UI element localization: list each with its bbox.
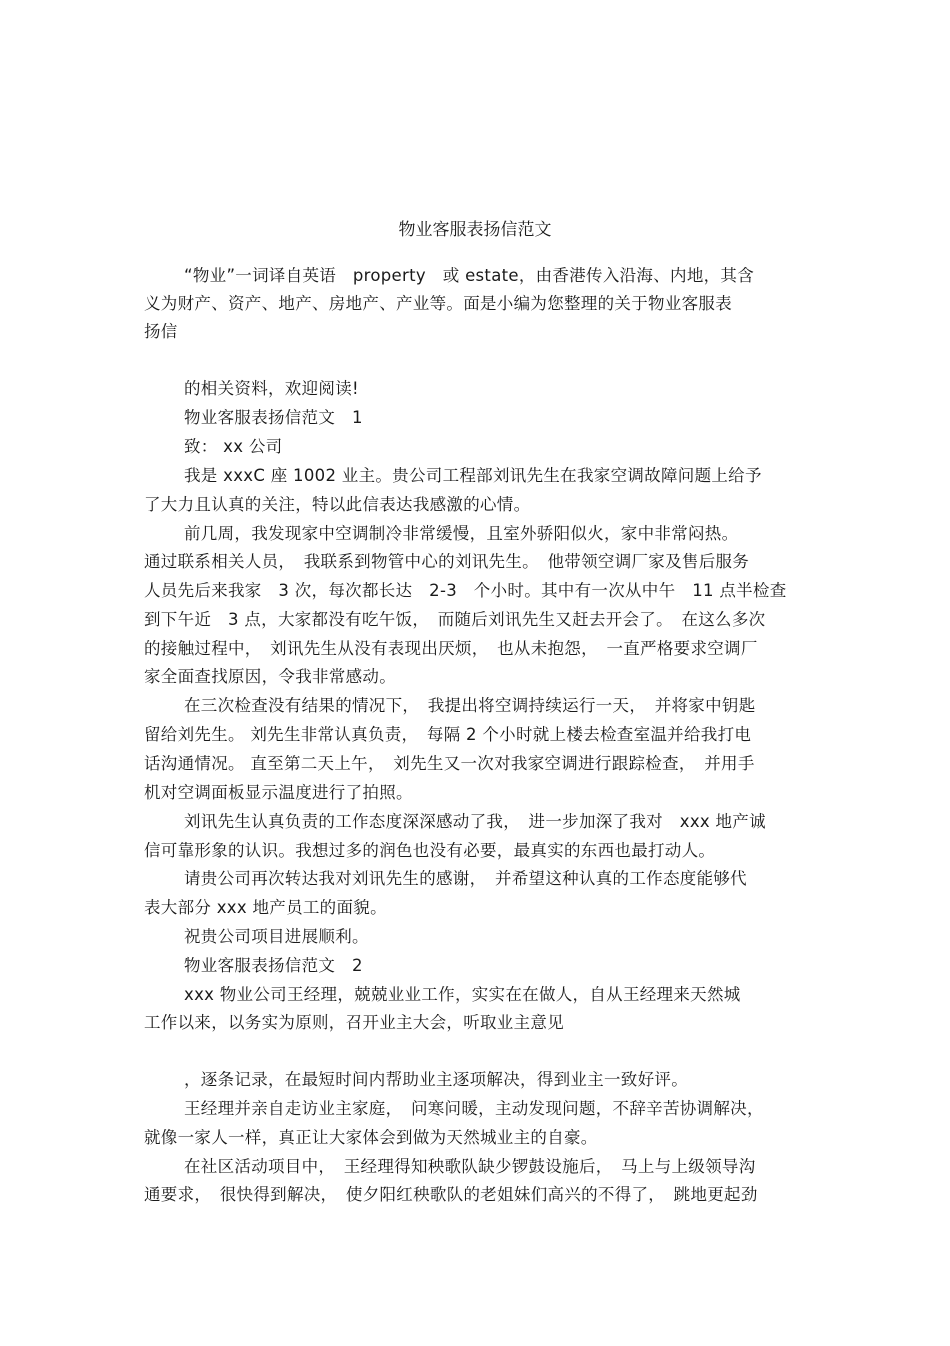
paragraph-line: 工作以来，以务实为原则，召开业主大会，听取业主意见: [144, 1013, 564, 1032]
paragraph-line: 人员先后来我家 3 次，每次都长达 2-3 个小时。其中有一次从中午 11 点半检查: [144, 581, 787, 600]
paragraph-line: xxx 物业公司王经理，兢兢业业工作，实实在在做人，自从王经理来天然城: [184, 985, 741, 1004]
section-heading: 物业客服表扬信范文 2: [184, 956, 363, 975]
paragraph-line: 信可靠形象的认识。我想过多的润色也没有必要，最真实的东西也最打动人。: [144, 841, 716, 860]
document-title: 物业客服表扬信范文: [398, 220, 552, 240]
paragraph-line: 前几周，我发现家中空调制冷非常缓慢，且室外骄阳似火，家中非常闷热。: [184, 524, 739, 543]
paragraph-line: 通过联系相关人员， 我联系到物管中心的刘讯先生。 他带领空调厂家及售后服务: [144, 552, 750, 571]
paragraph-line: 请贵公司再次转达我对刘讯先生的感谢， 并希望这种认真的工作态度能够代: [184, 869, 747, 888]
paragraph-line: 了大力且认真的关注，特以此信表达我感激的心情。: [144, 495, 531, 514]
section-heading: 物业客服表扬信范文 1: [184, 408, 363, 427]
paragraph-line: 留给刘先生。 刘先生非常认真负责， 每隔 2 个小时就上楼去检查室温并给我打电: [144, 725, 752, 744]
paragraph-line: 话沟通情况。 直至第二天上午， 刘先生又一次对我家空调进行跟踪检查， 并用手: [144, 754, 755, 773]
paragraph-line: 表大部分 xxx 地产员工的面貌。: [144, 898, 387, 917]
paragraph-line: 就像一家人一样，真正让大家体会到做为天然城业主的自豪。: [144, 1128, 598, 1147]
paragraph-line: 致： xx 公司: [184, 437, 283, 456]
paragraph-line: 扬信: [144, 322, 178, 341]
paragraph-line: 机对空调面板显示温度进行了拍照。: [144, 783, 413, 802]
paragraph-line: “物业”一词译自英语 property 或 estate，由香港传入沿海、内地，其含: [184, 266, 755, 285]
paragraph-line: 刘讯先生认真负责的工作态度深深感动了我， 进一步加深了我对 xxx 地产诚: [184, 812, 766, 831]
paragraph-line: ，逐条记录，在最短时间内帮助业主逐项解决，得到业主一致好评。: [184, 1070, 688, 1089]
paragraph-line: 的接触过程中， 刘讯先生从没有表现出厌烦， 也从未抱怨， 一直严格要求空调厂: [144, 639, 758, 658]
paragraph-line: 到下午近 3 点，大家都没有吃午饭， 而随后刘讯先生又赶去开会了。 在这么多次: [144, 610, 766, 629]
paragraph-line: 在三次检查没有结果的情况下， 我提出将空调持续运行一天， 并将家中钥匙: [184, 696, 756, 715]
paragraph-line: 王经理并亲自走访业主家庭， 问寒问暖，主动发现问题，不辞辛苦协调解决，: [184, 1099, 764, 1118]
paragraph-line: 的相关资料，欢迎阅读!: [184, 379, 359, 398]
paragraph-line: 家全面查找原因，令我非常感动。: [144, 667, 396, 686]
paragraph-line: 义为财产、资产、地产、房地产、产业等。面是小编为您整理的关于物业客服表: [144, 294, 732, 313]
paragraph-line: 在社区活动项目中， 王经理得知秧歌队缺少锣鼓设施后， 马上与上级领导沟: [184, 1157, 756, 1176]
paragraph-line: 祝贵公司项目进展顺利。: [184, 927, 369, 946]
paragraph-line: 我是 xxxC 座 1002 业主。贵公司工程部刘讯先生在我家空调故障问题上给予: [184, 466, 762, 485]
paragraph-line: 通要求， 很快得到解决， 使夕阳红秧歌队的老姐妹们高兴的不得了， 跳地更起劲: [144, 1185, 758, 1204]
